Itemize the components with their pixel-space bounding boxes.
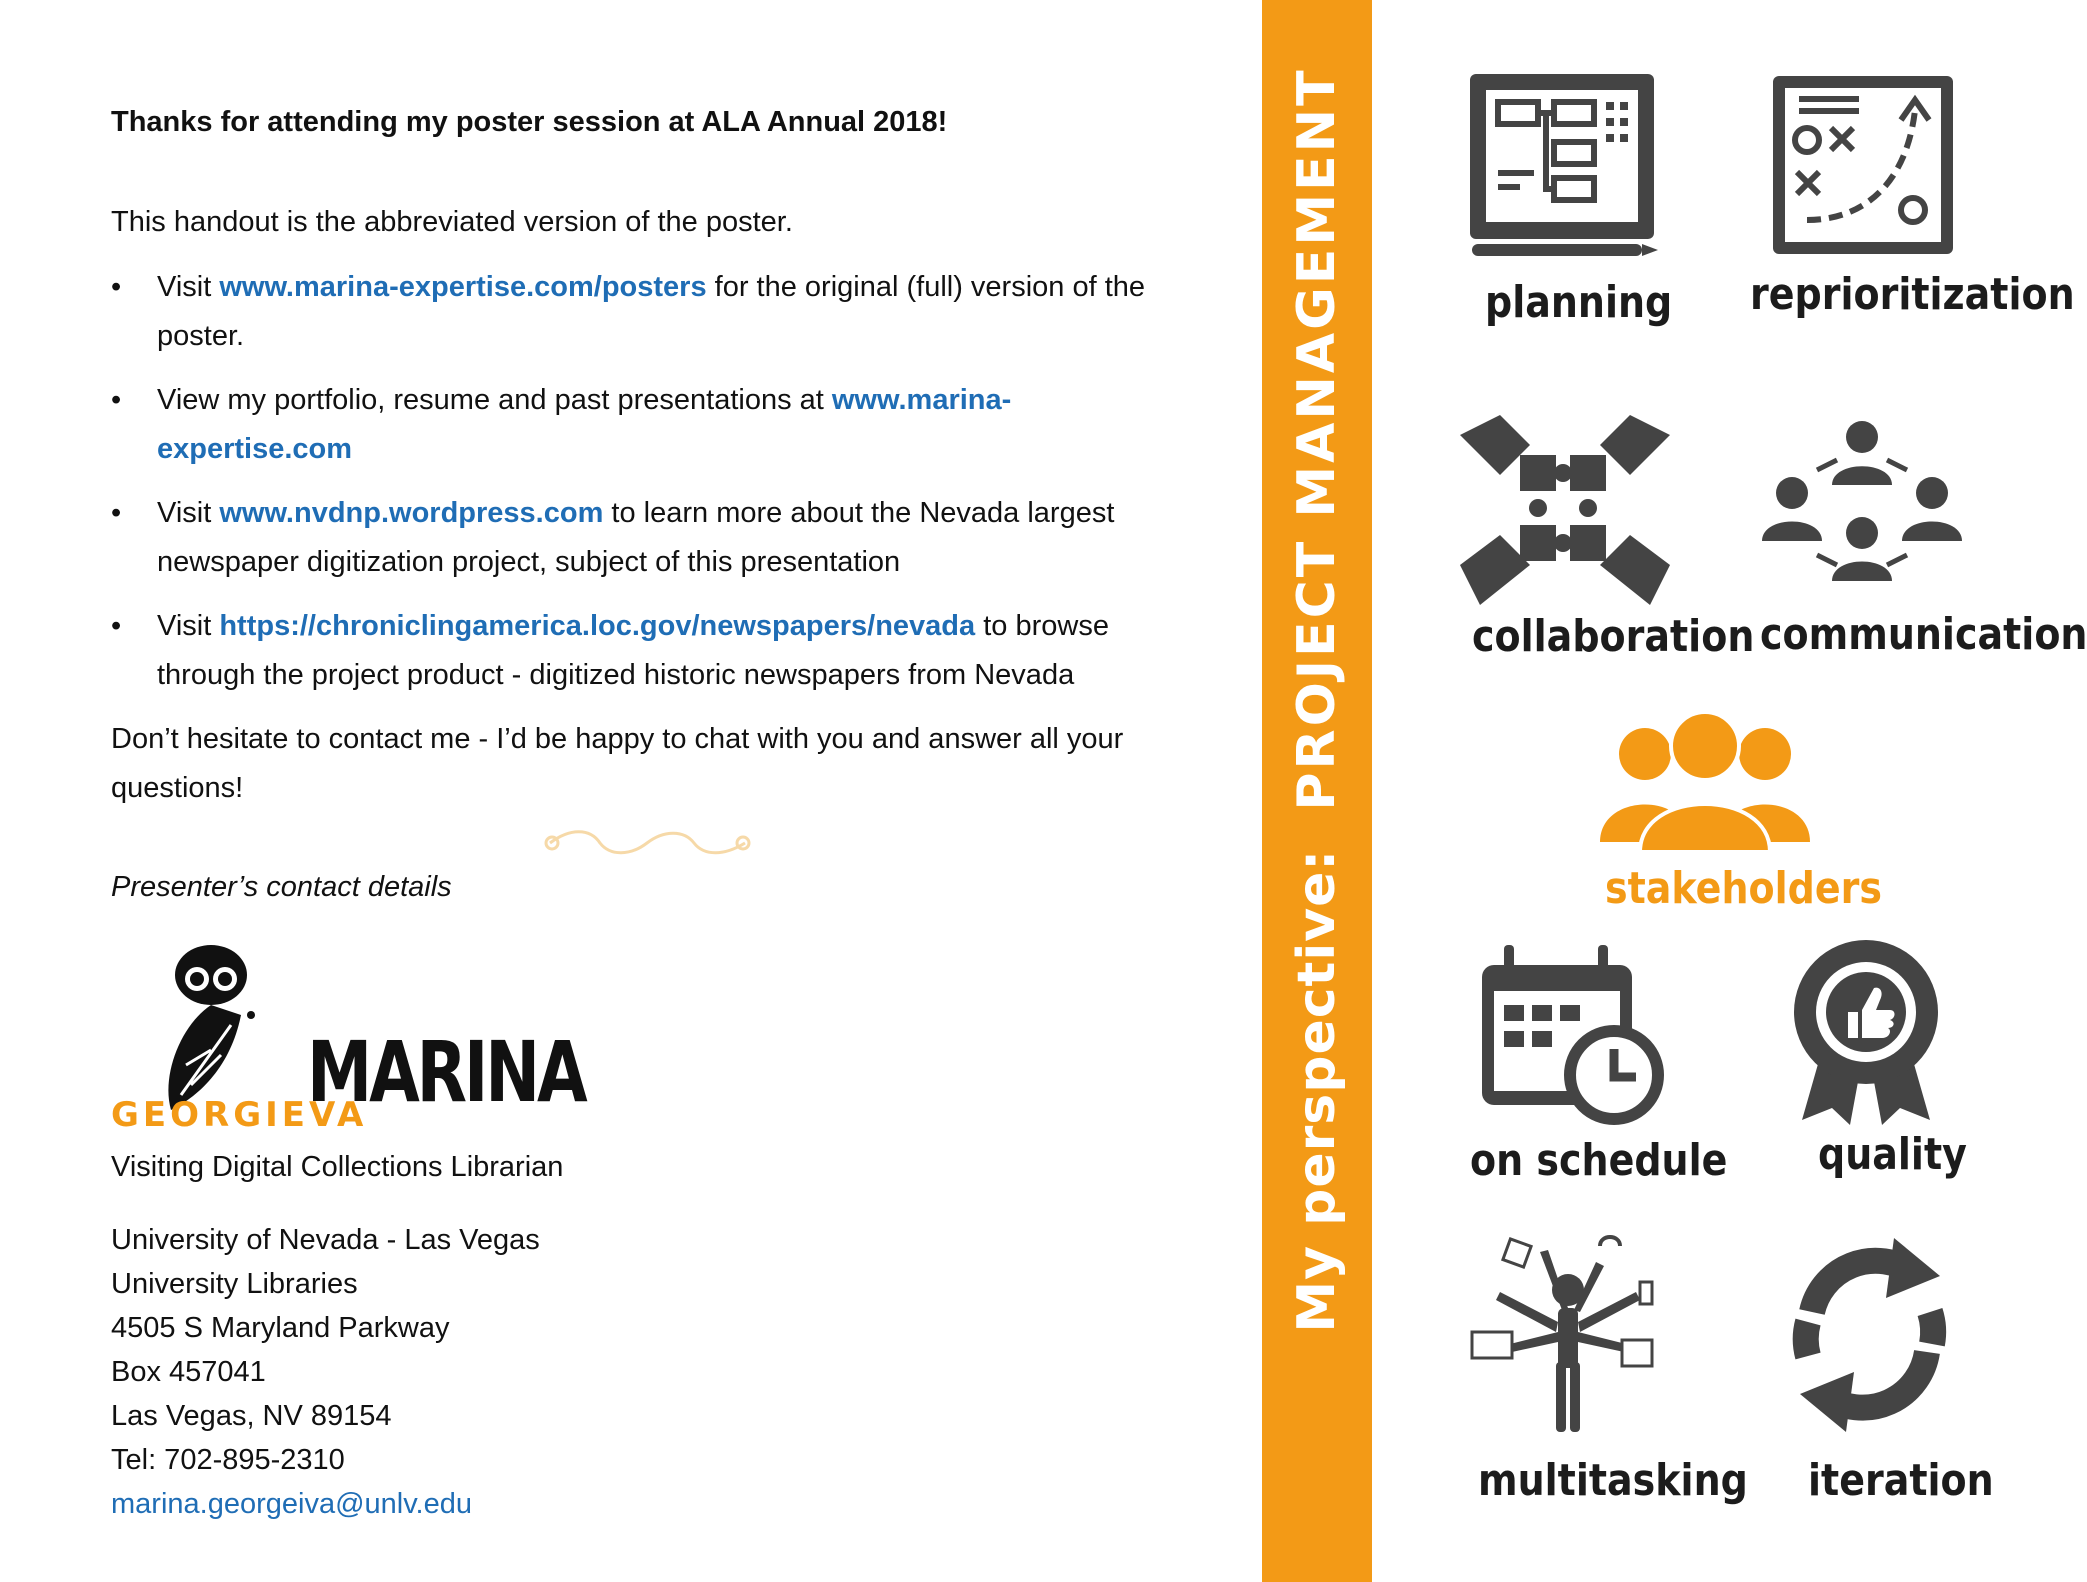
flourish-ornament [540,826,755,860]
reprioritization-label: reprioritization [1750,268,2075,320]
logo [111,945,585,1135]
reprioritization-icon [1767,70,1959,260]
closing-text: Don’t hesitate to contact me - I’d be happy to chat with you and answer all your questions! [111,723,1124,804]
address-line: Box 457041 [111,1356,266,1388]
multitasking-label: multitasking [1478,1454,1748,1506]
collaboration-icon [1460,415,1670,605]
bullet-dot: • [111,271,122,303]
address-line: University of Nevada - Las Vegas [111,1224,540,1256]
email-link[interactable]: marina.georgeiva@unlv.edu [111,1488,472,1520]
logo-name-marina: MARINA [307,1023,585,1121]
contact-heading: Presenter’s contact details [111,871,452,903]
multitasking-icon [1470,1232,1665,1432]
iteration-cycle-icon [1782,1232,1957,1437]
logo-name-georgieva: GEORGIEVA [111,1095,368,1135]
quality-badge-icon [1792,940,1940,1125]
address-line: Las Vegas, NV 89154 [111,1400,392,1432]
intro-subtitle: This handout is the abbreviated version of the poster. [111,206,793,238]
portfolio-link[interactable]: www.marina-expertise.com [157,384,1012,465]
stakeholders-label: stakeholders [1605,862,1882,914]
stakeholders-icon [1600,712,1810,852]
address-line: 4505 S Maryland Parkway [111,1312,450,1344]
address-line: University Libraries [111,1268,358,1300]
band-title [1287,67,1347,1332]
email-line [111,1482,472,1526]
chronicling-america-link[interactable]: https://chroniclingamerica.loc.gov/newspapers/nevada [219,610,976,642]
planning-icon [1462,66,1662,261]
communication-label: communication [1760,608,2087,660]
calendar-clock-icon [1478,945,1663,1120]
bullet-item-nvdnp: Visit www.nvdnp.wordpress.com to learn more about the Nevada largest newspaper digitization project, subject of this presentation [157,497,1115,578]
job-title: Visiting Digital Collections Librarian [111,1151,564,1183]
bullet-dot: • [111,384,122,416]
bullet-item-portfolio: View my portfolio, resume and past presentations at www.marina-expertise.com [157,384,1012,465]
bullet-dot: • [111,497,122,529]
bullet-item-chronicling: Visit https://chroniclingamerica.loc.gov/newspapers/nevada to browse through the project product - digitized historic newspapers from Nevada [157,610,1109,691]
bullet-dot: • [111,610,122,642]
band-prefix: My perspective: [1287,848,1347,1333]
iteration-label: iteration [1808,1454,1994,1506]
posters-link[interactable]: www.marina-expertise.com/posters [219,271,707,303]
planning-label: planning [1485,276,1673,328]
intro-heading: Thanks for attending my poster session at ALA Annual 2018! [111,106,948,138]
phone-line: Tel: 702-895-2310 [111,1444,345,1476]
owl-icon [151,945,271,1115]
communication-icon [1762,415,1962,600]
nvdnp-link[interactable]: www.nvdnp.wordpress.com [219,497,604,529]
bullet-item-posters: Visit www.marina-expertise.com/posters for the original (full) version of the poster. [157,271,1146,352]
on-schedule-label: on schedule [1470,1134,1728,1186]
band-heading: PROJECT MANAGEMENT [1287,67,1347,811]
quality-label: quality [1818,1128,1967,1180]
collaboration-label: collaboration [1472,610,1755,662]
